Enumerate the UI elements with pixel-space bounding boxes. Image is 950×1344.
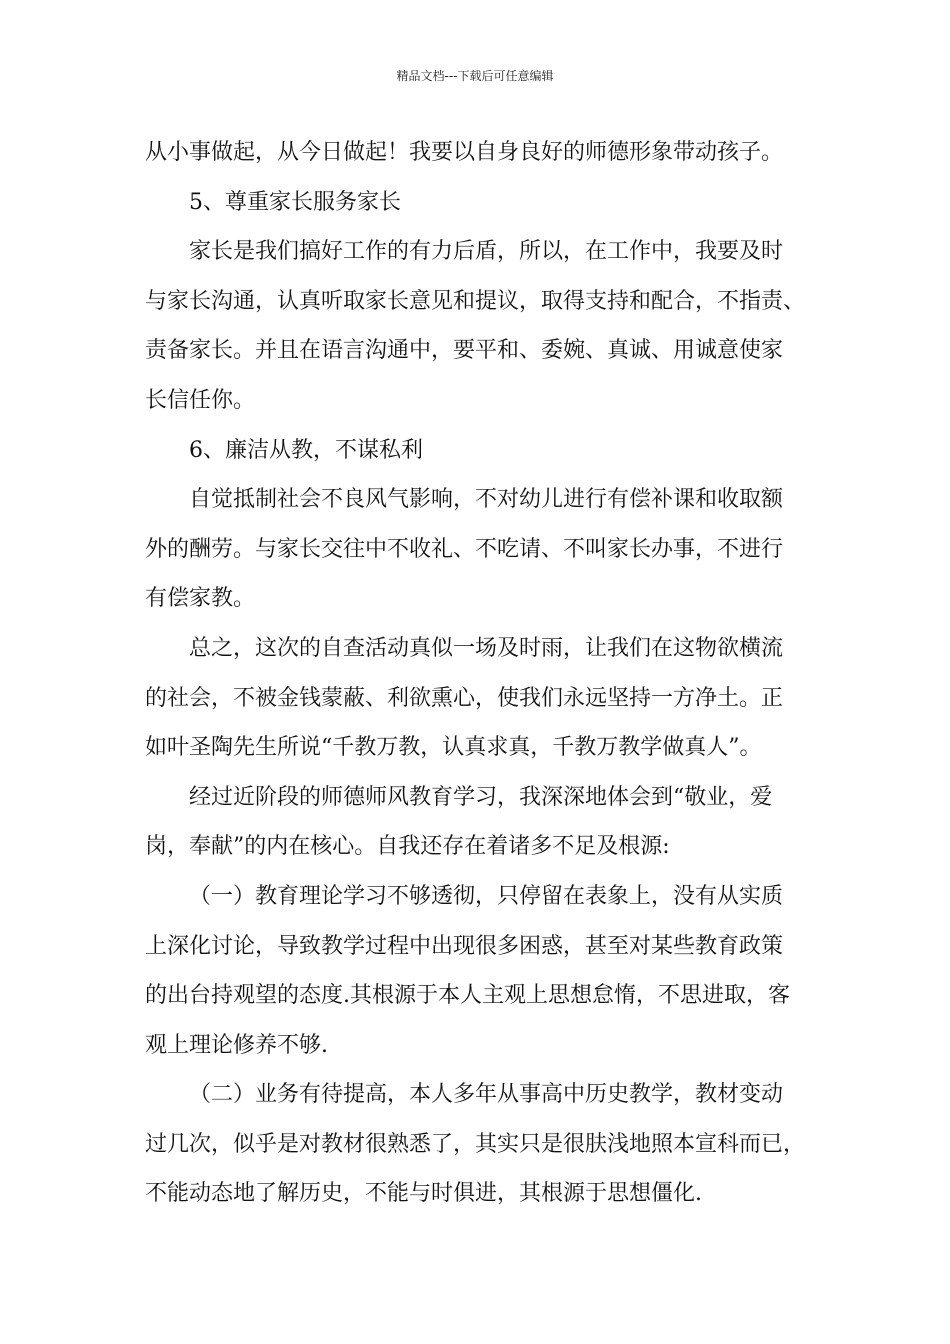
- text-line: 总之，这次的自查活动真似一场及时雨，让我们在这物欲横流: [189, 635, 784, 661]
- text-line: 家长是我们搞好工作的有力后盾，所以，在工作中，我要及时: [189, 239, 784, 265]
- text-line: 过几次，似乎是对教材很熟悉了，其实只是很肤浅地照本宣科而已，: [145, 1131, 806, 1157]
- text-line: 有偿家教。: [145, 586, 256, 612]
- text-line: 外的酬劳。与家长交往中不收礼、不吃请、不叫家长办事，不进行: [145, 536, 784, 562]
- text-line: 从小事做起，从今日做起！我要以自身良好的师德形象带动孩子。: [145, 140, 784, 165]
- text-line: 岗，奉献”的内在核心。自我还存在着诸多不足及根源:: [145, 834, 670, 860]
- page-header: 精品文档---下载后可任意编辑: [396, 69, 554, 83]
- text-line: 如叶圣陶先生所说“千教万教，认真求真，千教万教学做真人”。: [145, 735, 762, 761]
- text-line: 与家长沟通，认真听取家长意见和提议，取得支持和配合，不指责、: [145, 288, 806, 314]
- text-line: 自觉抵制社会不良风气影响，不对幼儿进行有偿补课和收取额: [189, 487, 784, 513]
- text-line: 责备家长。并且在语言沟通中，要平和、委婉、真诚、用诚意使家: [145, 338, 784, 364]
- text-line: 经过近阶段的师德师风教育学习，我深深地体会到“敬业，爱: [189, 784, 773, 810]
- text-line: 的出台持观望的态度.其根源于本人主观上思想怠惰，不思进取，客: [145, 983, 790, 1009]
- text-line: 的社会，不被金钱蒙蔽、利欲熏心，使我们永远坚持一方净土。正: [145, 685, 784, 711]
- text-line: 不能动态地了解历史，不能与时俱进，其根源于思想僵化.: [145, 1181, 702, 1207]
- text-line: 6、廉洁从教，不谋私利: [189, 437, 423, 463]
- text-line: （一）教育理论学习不够透彻，只停留在表象上，没有从实质: [189, 883, 784, 909]
- text-line: 观上理论修养不够.: [145, 1032, 328, 1058]
- document-body: [145, 128, 845, 1219]
- text-line: 上深化讨论，导致教学过程中出现很多困惑，甚至对某些教育政策: [145, 933, 784, 959]
- text-line: 长信任你。: [145, 387, 256, 413]
- text-line: 5、尊重家长服务家长: [189, 189, 401, 215]
- text-line: （二）业务有待提高，本人多年从事高中历史教学，教材变动: [189, 1082, 784, 1108]
